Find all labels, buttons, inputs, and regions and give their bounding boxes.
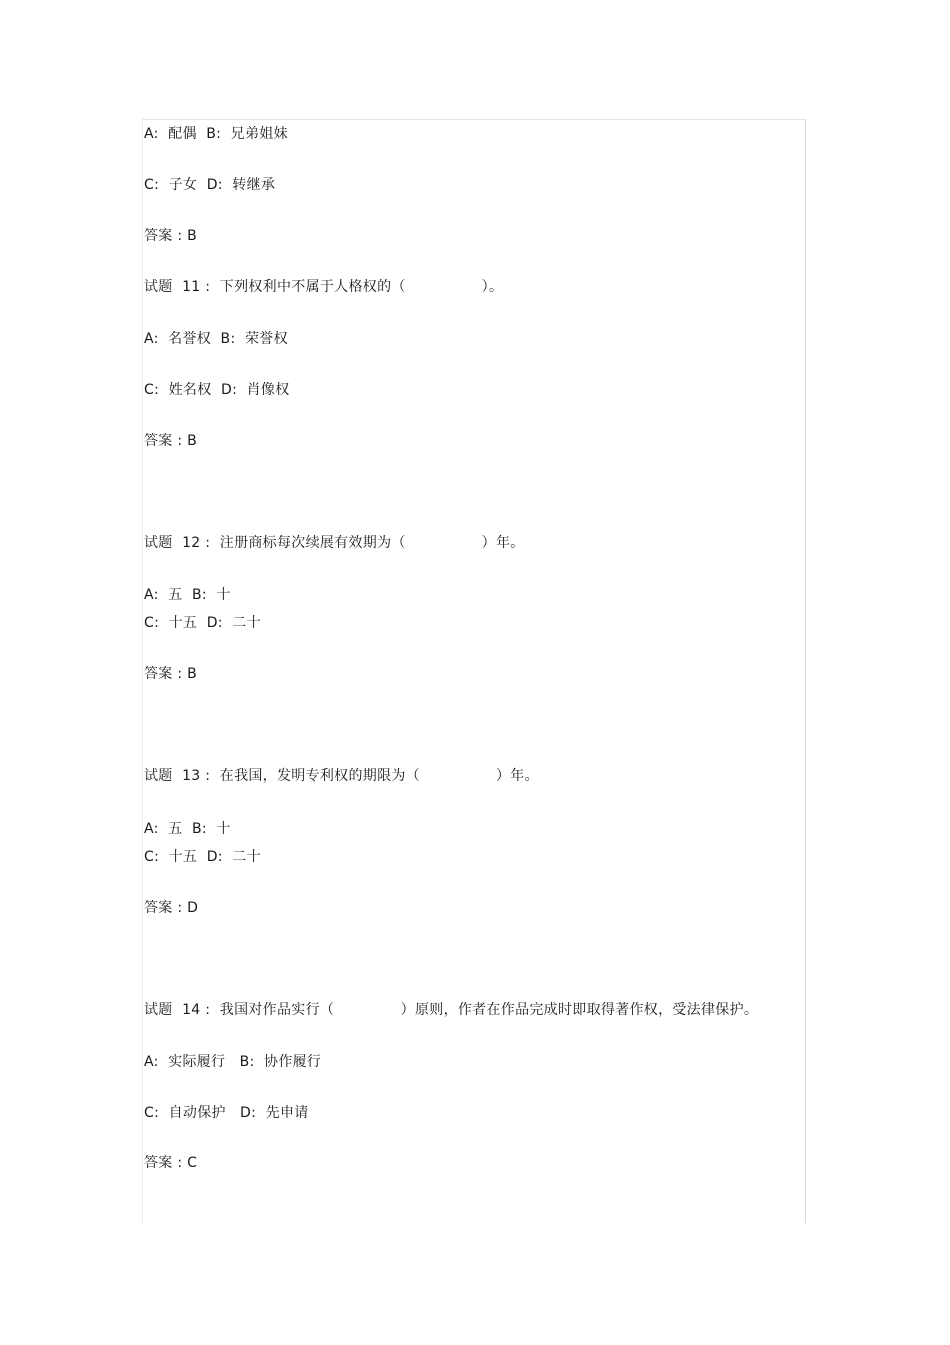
answer-text: 答案 : C [144, 1155, 198, 1171]
option-text: A: 五 B: 十 [144, 821, 231, 837]
answer-text: 答案 : D [144, 900, 199, 916]
option-text: A: 名誉权 B: 荣誉权 [144, 331, 288, 347]
option-text: C: 自动保护 D: 先申请 [144, 1105, 309, 1121]
option-text: A: 配偶 B: 兄弟姐妹 [144, 126, 288, 142]
option-text: C: 子女 D: 转继承 [144, 177, 276, 193]
answer-text: 答案 : B [144, 228, 198, 244]
option-text: C: 十五 D: 二十 [144, 849, 261, 865]
option-text: A: 五 B: 十 [144, 587, 231, 603]
answer-text: 答案 : B [144, 666, 198, 682]
question-text: 试题 14 : 我国对作品实行（ ）原则，作者在作品完成时即取得著作权，受法律保护。 [144, 1002, 759, 1018]
option-text: C: 姓名权 D: 肖像权 [144, 382, 290, 398]
answer-text: 答案 : B [144, 433, 198, 449]
option-text: C: 十五 D: 二十 [144, 615, 261, 631]
option-text: A: 实际履行 B: 协作履行 [144, 1054, 322, 1070]
question-text: 试题 13 : 在我国，发明专利权的期限为（ ）年。 [144, 768, 539, 784]
question-text: 试题 11 : 下列权利中不属于人格权的（ ）。 [144, 279, 504, 295]
question-text: 试题 12 : 注册商标每次续展有效期为（ ）年。 [144, 535, 525, 551]
